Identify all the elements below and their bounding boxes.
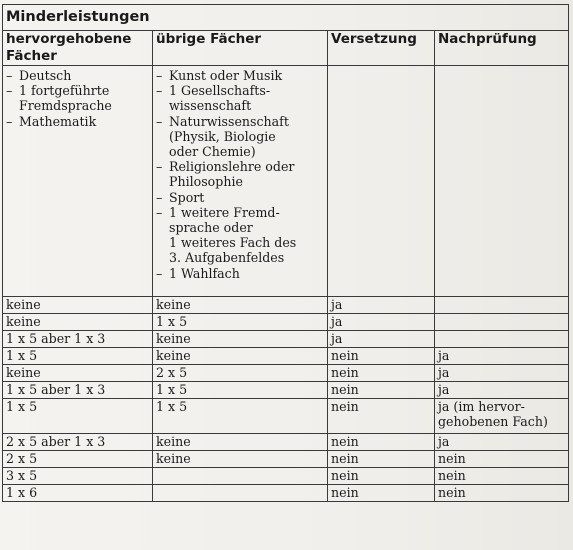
row-versetzung: ja bbox=[328, 297, 435, 314]
row-hervorgehobene: 1 x 6 bbox=[3, 485, 153, 502]
list-item: – Naturwissenschaft (Physik, Biologie oder Chemie) bbox=[156, 113, 289, 160]
header-versetzung: Versetzung bbox=[328, 31, 435, 66]
row-uebrige bbox=[153, 485, 328, 502]
header-hervorgehobene-faecher: hervorgehobene Fächer bbox=[3, 31, 153, 66]
row-hervorgehobene: 1 x 5 bbox=[3, 399, 153, 434]
row-hervorgehobene: 2 x 5 bbox=[3, 451, 153, 468]
row-hervorgehobene: keine bbox=[3, 314, 153, 331]
table-row bbox=[3, 485, 569, 502]
row-versetzung: nein bbox=[328, 399, 435, 434]
row-uebrige: 1 x 5 bbox=[153, 382, 328, 399]
row-uebrige: 2 x 5 bbox=[153, 365, 328, 382]
header-uebrige-faecher: übrige Fächer bbox=[153, 31, 328, 66]
row-nachpruefung: nein bbox=[435, 468, 569, 485]
row-hervorgehobene: keine bbox=[3, 297, 153, 314]
row-versetzung: nein bbox=[328, 451, 435, 468]
table-row bbox=[3, 468, 569, 485]
row-versetzung: ja bbox=[328, 314, 435, 331]
row-versetzung: nein bbox=[328, 434, 435, 451]
row-versetzung: nein bbox=[328, 468, 435, 485]
list-item: – 1 Wahlfach bbox=[156, 265, 240, 281]
header-row bbox=[3, 31, 569, 66]
list-item: – 1 Gesellschafts- wissenschaft bbox=[156, 83, 271, 114]
table-title: Minderleistungen bbox=[3, 5, 569, 31]
nachpruefung-empty-cell bbox=[435, 66, 569, 297]
list-item: – 1 fortgeführte Fremdsprache bbox=[6, 83, 112, 114]
row-versetzung: nein bbox=[328, 365, 435, 382]
row-uebrige: keine bbox=[153, 331, 328, 348]
list-item: – Mathematik bbox=[6, 113, 97, 129]
table-row bbox=[3, 365, 569, 382]
list-item: – Deutsch bbox=[6, 68, 72, 83]
row-uebrige: keine bbox=[153, 348, 328, 365]
row-nachpruefung: ja bbox=[435, 434, 569, 451]
versetzung-empty-cell bbox=[328, 66, 435, 297]
row-nachpruefung bbox=[435, 297, 569, 314]
row-nachpruefung: nein bbox=[435, 485, 569, 502]
header-nachpruefung: Nachprüfung bbox=[435, 31, 569, 66]
row-hervorgehobene: 1 x 5 aber 1 x 3 bbox=[3, 382, 153, 399]
minderleistungen-table bbox=[2, 4, 569, 502]
row-hervorgehobene: 3 x 5 bbox=[3, 468, 153, 485]
row-versetzung: nein bbox=[328, 485, 435, 502]
row-hervorgehobene: 2 x 5 aber 1 x 3 bbox=[3, 434, 153, 451]
table-row bbox=[3, 314, 569, 331]
row-nachpruefung: ja (im hervor- gehobenen Fach) bbox=[435, 399, 569, 434]
uebrige-list-cell bbox=[153, 66, 328, 297]
row-uebrige: keine bbox=[153, 434, 328, 451]
row-uebrige: 1 x 5 bbox=[153, 399, 328, 434]
list-item: – Religionslehre oder Philosophie bbox=[156, 159, 295, 190]
row-hervorgehobene: 1 x 5 aber 1 x 3 bbox=[3, 331, 153, 348]
row-nachpruefung: nein bbox=[435, 451, 569, 468]
row-versetzung: ja bbox=[328, 331, 435, 348]
list-item: – Sport bbox=[156, 189, 205, 205]
row-uebrige bbox=[153, 468, 328, 485]
list-item: – 1 weitere Fremd- sprache oder 1 weiteres Fach des 3. Aufgabenfeldes bbox=[156, 204, 297, 266]
row-nachpruefung: ja bbox=[435, 382, 569, 399]
table-row bbox=[3, 348, 569, 365]
row-versetzung: nein bbox=[328, 382, 435, 399]
row-hervorgehobene: 1 x 5 bbox=[3, 348, 153, 365]
row-uebrige: keine bbox=[153, 451, 328, 468]
subject-list-row bbox=[3, 66, 569, 297]
row-nachpruefung bbox=[435, 314, 569, 331]
table-row bbox=[3, 297, 569, 314]
list-item: – Kunst oder Musik bbox=[156, 68, 283, 83]
row-hervorgehobene: keine bbox=[3, 365, 153, 382]
row-uebrige: 1 x 5 bbox=[153, 314, 328, 331]
row-nachpruefung: ja bbox=[435, 365, 569, 382]
row-versetzung: nein bbox=[328, 348, 435, 365]
table-row bbox=[3, 451, 569, 468]
row-uebrige: keine bbox=[153, 297, 328, 314]
table-row bbox=[3, 399, 569, 434]
row-nachpruefung: ja bbox=[435, 348, 569, 365]
hervorgehobene-list-cell bbox=[3, 66, 153, 297]
row-nachpruefung bbox=[435, 331, 569, 348]
table-row bbox=[3, 434, 569, 451]
table-row bbox=[3, 382, 569, 399]
table-row bbox=[3, 331, 569, 348]
